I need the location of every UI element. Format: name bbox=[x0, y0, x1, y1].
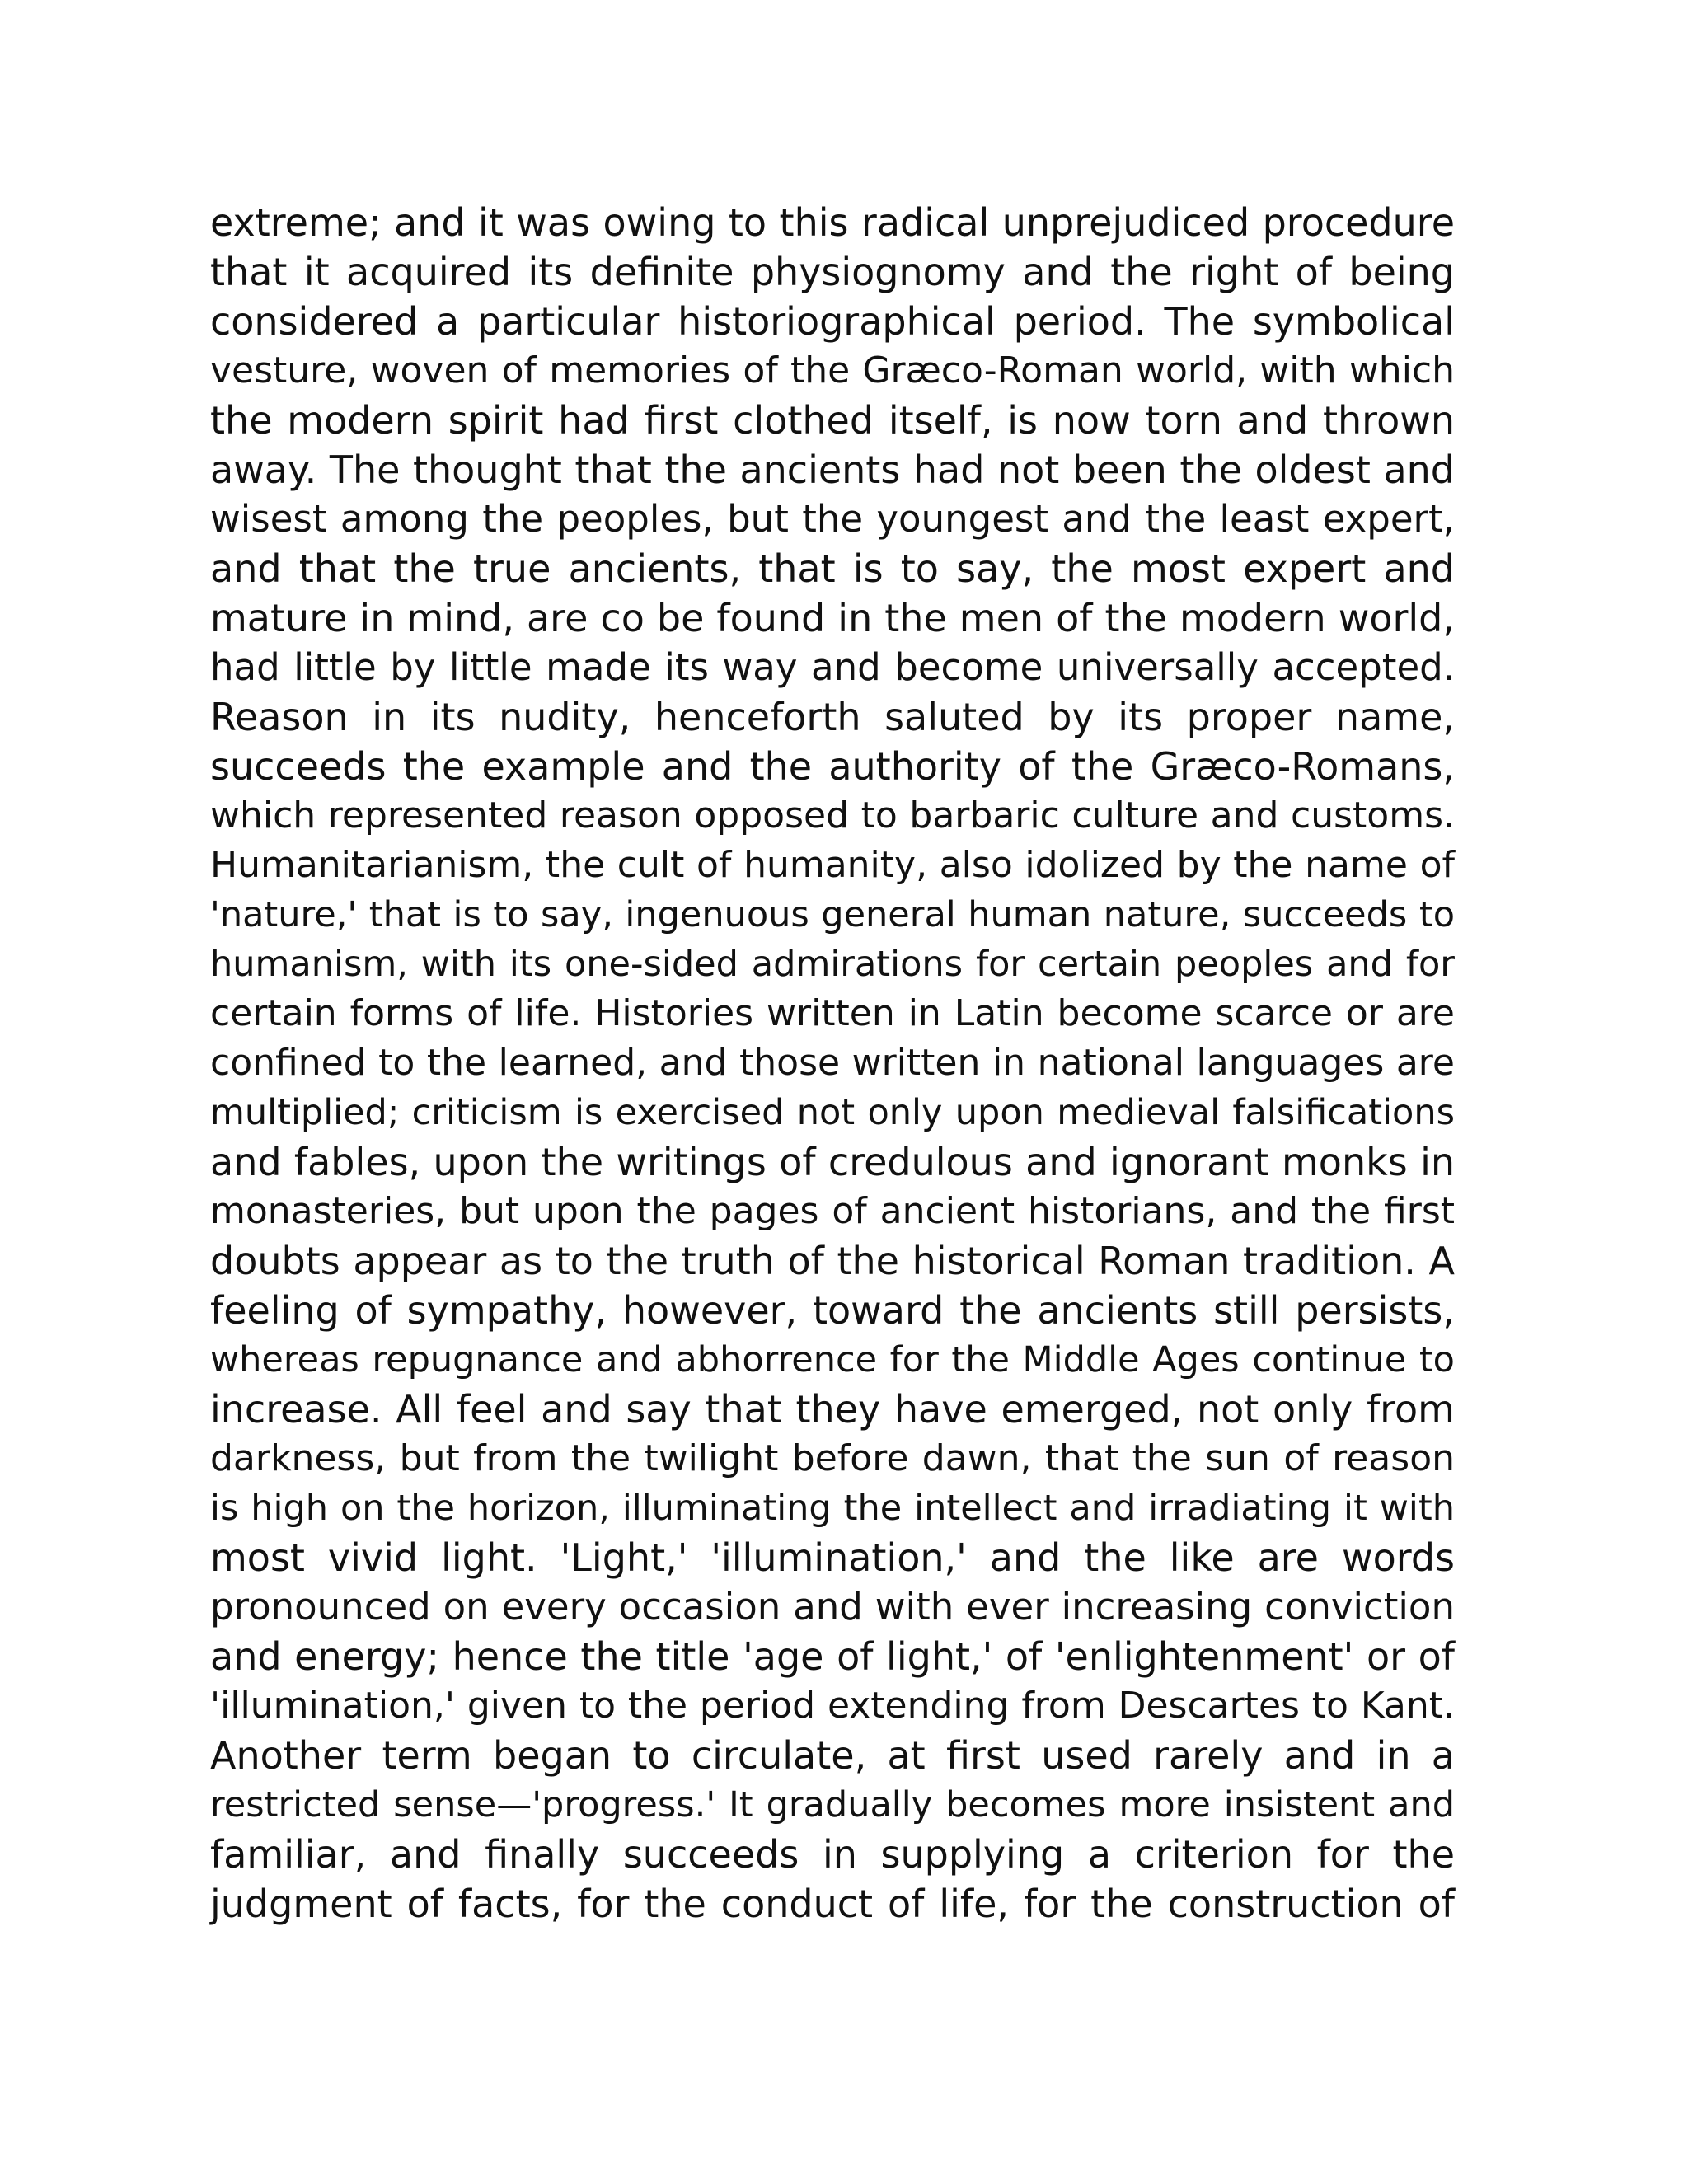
page-body bbox=[210, 198, 1455, 1929]
text-line: whereas repugnance and abhorrence for the Middle Ages continue to bbox=[210, 1339, 1455, 1380]
text-line: extreme; and it was owing to this radical unprejudiced procedure bbox=[210, 200, 1455, 245]
text-line: doubts appear as to the truth of the historical Roman tradition. A bbox=[210, 1239, 1455, 1283]
text-line: familiar, and finally succeeds in supplying a criterion for the bbox=[210, 1832, 1455, 1877]
text-line: Humanitarianism, the cult of humanity, also idolized by the name of bbox=[210, 844, 1455, 886]
text-line: which represented reason opposed to barbaric culture and customs. bbox=[210, 794, 1455, 837]
text-line: humanism, with its one-sided admirations for certain peoples and for bbox=[210, 944, 1455, 985]
text-line: the modern spirit had first clothed itself, is now torn and thrown bbox=[210, 398, 1455, 443]
text-line: Another term began to circulate, at first used rarely and in a bbox=[210, 1733, 1455, 1778]
text-line: succeeds the example and the authority of the Græco-Romans, bbox=[210, 744, 1455, 789]
text-line: most vivid light. 'Light,' 'illumination,' and the like are words bbox=[210, 1535, 1455, 1580]
text-line: vesture, woven of memories of the Græco-Roman world, with which bbox=[210, 349, 1455, 391]
text-line: is high on the horizon, illuminating the intellect and irradiating it with bbox=[210, 1488, 1455, 1529]
text-line: feeling of sympathy, however, toward the ancients still persists, bbox=[210, 1288, 1455, 1333]
text-line: pronounced on every occasion and with ever increasing conviction bbox=[210, 1585, 1455, 1629]
text-line: considered a particular historiographical period. The symbolical bbox=[210, 299, 1455, 344]
text-line: restricted sense—'progress.' It gradually becomes more insistent and bbox=[210, 1784, 1455, 1825]
text-line: wisest among the peoples, but the youngest and the least expert, bbox=[210, 497, 1455, 541]
text-line: judgment of facts, for the conduct of life, for the construction of bbox=[210, 1882, 1455, 1926]
text-line: and fables, upon the writings of credulous and ignorant monks in bbox=[210, 1140, 1455, 1184]
text-line: increase. All feel and say that they have emerged, not only from bbox=[210, 1387, 1455, 1432]
text-line: 'illumination,' given to the period extending from Descartes to Kant. bbox=[210, 1685, 1455, 1727]
text-line: that it acquired its definite physiognomy and the right of being bbox=[210, 250, 1455, 294]
text-line: monasteries, but upon the pages of ancient historians, and the first bbox=[210, 1190, 1455, 1232]
text-line: and energy; hence the title 'age of light,' of 'enlightenment' or of bbox=[210, 1634, 1455, 1679]
text-line: away. The thought that the ancients had not been the oldest and bbox=[210, 448, 1455, 492]
text-line: had little by little made its way and become universally accepted. bbox=[210, 645, 1455, 689]
text-line: confined to the learned, and those written in national languages are bbox=[210, 1042, 1455, 1084]
text-line: multiplied; criticism is exercised not only upon medieval falsifications bbox=[210, 1092, 1455, 1133]
text-line: mature in mind, are co be found in the men of the modern world, bbox=[210, 596, 1455, 640]
text-line: Reason in its nudity, henceforth saluted by its proper name, bbox=[210, 695, 1455, 739]
text-line: darkness, but from the twilight before dawn, that the sun of reason bbox=[210, 1437, 1455, 1479]
text-line: and that the true ancients, that is to say, the most expert and bbox=[210, 546, 1455, 591]
text-line: certain forms of life. Histories written in Latin become scarce or are bbox=[210, 992, 1455, 1034]
text-line: 'nature,' that is to say, ingenuous general human nature, succeeds to bbox=[210, 894, 1455, 935]
